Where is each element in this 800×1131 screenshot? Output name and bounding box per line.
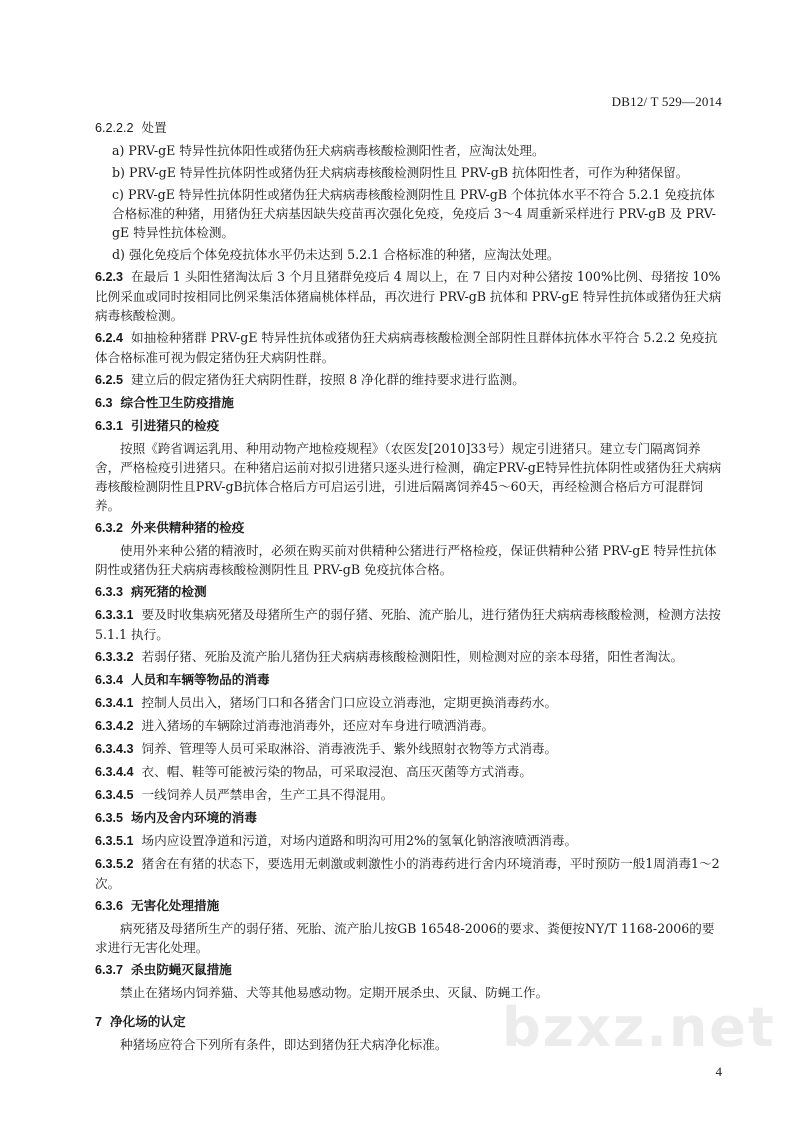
section-6-3-7 [95,960,725,980]
section-6-3-4 [95,670,725,690]
list-item-a: a) PRV-gE 特异性抗体阳性或猪伪狂犬病病毒核酸检测阳性者，应淘汰处理。 [112,143,545,158]
paragraph-6-3-1: 按照《跨省调运乳用、种用动物产地检疫规程》（农医发[2010]33号）规定引进猪只。建立专门隔离饲养舍，严格检疫引进猪只。在种猪启运前对拟引进猪只逐头进行检测，确定PRV-gE特异性抗体阴性或猪伪狂犬病病毒核酸检测阴性且PRV-gB抗体合格后方可启运引进，引进后隔离饲养45～60天，再经检测合格后方可混群饲养。 [95,441,722,513]
clause-text: 衣、帽、鞋等可能被污染的物品，可采取浸泡、高压灭菌等方式消毒。 [141,764,532,779]
clause-6-3-4-2 [95,716,725,736]
clause-6-2-2-2 [95,118,725,138]
clause-6-3-3-1 [95,605,725,644]
clause-text: 场内应设置净道和污道，对场内道路和明沟可用2%的氢氧化钠溶液喷洒消毒。 [141,833,578,848]
clause-6-3-4-3 [95,739,725,759]
section-heading: 人员和车辆等物品的消毒 [131,672,270,687]
clause-6-3-4-1 [95,693,725,713]
clause-6-2-3 [95,267,725,325]
section-heading: 综合性卫生防疫措施 [120,395,234,410]
section-6-3-3 [95,582,725,602]
clause-6-3-5-2 [95,854,725,893]
clause-6-3-5-1 [95,831,725,851]
section-heading: 净化场的认定 [110,1014,186,1029]
section-6-3-6 [95,896,725,916]
paragraph-6-3-2: 使用外来种公猪的精液时，必须在购买前对供精种公猪进行严格检疫，保证供精种公猪 PRV-gE 特异性抗体阴性或猪伪狂犬病病毒核酸检测阴性且 PRV-gB 免疫抗体合格。 [95,543,717,577]
section-number: 6.3.4 [95,673,124,687]
clause-6-2-4 [95,328,725,367]
clause-text: 要及时收集病死猪及母猪所生产的弱仔猪、死胎、流产胎儿，进行猪伪狂犬病病毒核酸检测，检测方法按 5.1.1 执行。 [95,607,721,642]
section-6-3 [95,393,725,413]
section-number: 7 [95,1015,103,1029]
section-number: 6.3.5 [95,811,124,825]
section-number: 6.3 [95,396,113,410]
section-6-3-2 [95,518,725,538]
section-heading: 病死猪的检测 [131,584,207,599]
section-number: 6.3.2 [95,521,124,535]
paragraph-6-3-6: 病死猪及母猪所生产的弱仔猪、死胎、流产胎儿按GB 16548-2006的要求、粪便按NY/T 1168-2006的要求进行无害化处理。 [95,921,715,955]
clause-number: 6.3.4.3 [95,742,134,756]
clause-text: 控制人员出入，猪场门口和各猪舍门口应设立消毒池，定期更换消毒药水。 [141,695,558,710]
section-6-3-1 [95,416,725,436]
clause-number: 6.3.4.4 [95,765,134,779]
page-number: 4 [715,1064,722,1079]
clause-number: 6.3.4.1 [95,696,134,710]
list-item-b: b) PRV-gE 特异性抗体阴性或猪伪狂犬病病毒核酸检测阴性且 PRV-gB 抗体阳性者，可作为种猪保留。 [112,165,689,180]
clause-text: 建立后的假定猪伪狂犬病阴性群，按照 8 净化群的维持要求进行监测。 [131,372,525,387]
clause-number: 6.2.2.2 [95,121,134,135]
paragraph-6-3-7: 禁止在猪场内饲养猫、犬等其他易感动物。定期开展杀虫、灭鼠、防蝇工作。 [120,985,549,1000]
watermark: bzxz.net [502,996,776,1059]
clause-text: 在最后 1 头阳性猪淘汰后 3 个月且猪群免疫后 4 周以上，在 7 日内对种公猪按 100%比例、母猪按 10%比例采血或同时按相同比例采集活体猪扁桃体样品，再次进行 PRV-gB 抗体和 PRV-gE 特异性抗体或猪伪狂犬病病毒核酸检测。 [95,269,722,323]
section-number: 6.3.1 [95,419,124,433]
clause-text: 猪舍在有猪的状态下，要选用无刺激或刺激性小的消毒药进行舍内环境消毒，平时预防一般1周消毒1～2次。 [95,856,720,891]
standard-code: DB12/ T 529—2014 [611,94,722,109]
section-6-3-5 [95,808,725,828]
clause-number: 6.3.3.1 [95,608,134,622]
clause-number: 6.2.5 [95,373,124,387]
clause-text: 如抽检种猪群 PRV-gE 特异性抗体或猪伪狂犬病病毒核酸检测全部阴性且群体抗体水平符合 5.2.2 免疫抗体合格标准可视为假定猪伪狂犬病阴性群。 [95,330,718,365]
clause-number: 6.3.3.2 [95,650,134,664]
clause-6-3-4-4 [95,762,725,782]
section-heading: 外来供精种猪的检疫 [131,520,245,535]
clause-6-3-3-2 [95,647,725,667]
clause-number: 6.3.4.2 [95,719,134,733]
clause-heading: 处置 [141,120,167,135]
clause-number: 6.3.5.2 [95,857,134,871]
clause-6-3-4-5 [95,785,725,805]
section-heading: 引进猪只的检疫 [131,418,220,433]
section-number: 6.3.3 [95,585,124,599]
section-number: 6.3.6 [95,899,124,913]
clause-text: 一线饲养人员严禁串舍，生产工具不得混用。 [141,787,394,802]
list-item-c: c) PRV-gE 特异性抗体阴性或猪伪狂犬病病毒核酸检测阴性且 PRV-gB 个体抗体水平不符合 5.2.1 免疫抗体合格标准的种猪，用猪伪狂犬病基因缺失疫苗再次强化免疫，免疫后 3～4 周重新采样进行 PRV-gB 及 PRV-gE 特异性抗体检测。 [112,187,716,240]
paragraph-7: 种猪场应符合下列所有条件，即达到猪伪狂犬病净化标准。 [120,1037,448,1052]
clause-6-2-5 [95,370,725,390]
clause-number: 6.2.3 [95,270,124,284]
clause-text: 若弱仔猪、死胎及流产胎儿猪伪狂犬病病毒核酸检测阳性，则检测对应的亲本母猪，阳性者淘汰。 [141,649,684,664]
page-content [95,118,725,1057]
clause-text: 饲养、管理等人员可采取淋浴、消毒液洗手、紫外线照射衣物等方式消毒。 [141,741,558,756]
section-heading: 场内及舍内环境的消毒 [131,810,257,825]
clause-text: 进入猪场的车辆除过消毒池消毒外，还应对车身进行喷洒消毒。 [141,718,495,733]
clause-number: 6.3.4.5 [95,788,134,802]
clause-number: 6.3.5.1 [95,834,134,848]
section-heading: 杀虫防蝇灭鼠措施 [131,962,232,977]
list-item-d: d) 强化免疫后个体免疫抗体水平仍未达到 5.2.1 合格标准的种猪，应淘汰处理。 [112,247,560,262]
clause-number: 6.2.4 [95,331,124,345]
section-heading: 无害化处理措施 [131,898,220,913]
section-number: 6.3.7 [95,963,124,977]
